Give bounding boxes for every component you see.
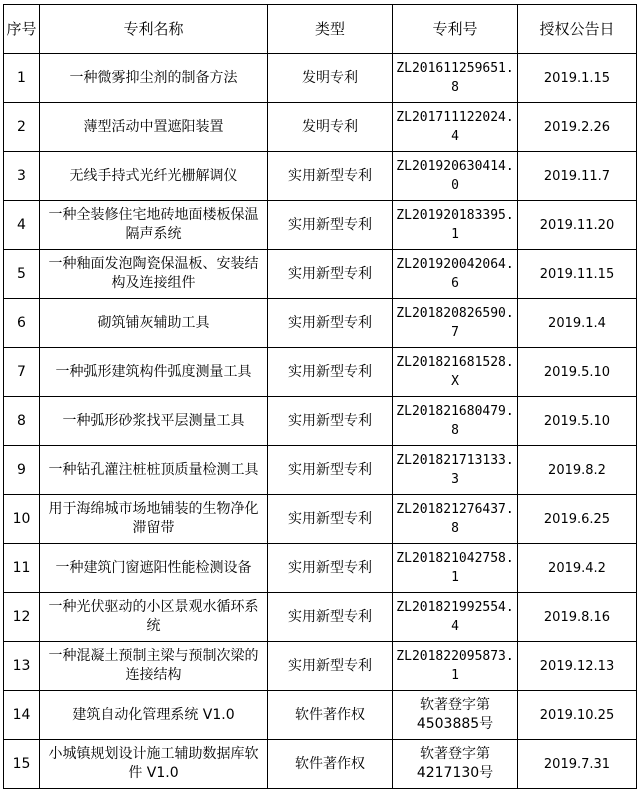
patent-type: 实用新型专利 (288, 265, 372, 282)
patent-name-cell (40, 740, 268, 789)
patent-type: 实用新型专利 (288, 412, 372, 429)
patent-name-cell (40, 54, 268, 103)
patent-number-cell (393, 642, 518, 691)
grant-date: 2019.12.13 (539, 658, 615, 674)
patent-name-cell (40, 250, 268, 299)
grant-date: 2019.6.25 (543, 511, 611, 527)
grant-date: 2019.11.15 (539, 266, 615, 282)
grant-date: 2019.5.10 (543, 413, 611, 429)
row-number: 13 (12, 657, 31, 674)
table-row (4, 250, 637, 299)
patent-type: 实用新型专利 (288, 510, 372, 527)
row-number-cell (4, 103, 40, 152)
header-name: 专利名称 (40, 5, 268, 54)
patent-type-cell (268, 446, 393, 495)
header-type: 类型 (268, 5, 393, 54)
row-number: 4 (17, 216, 26, 233)
table-row (4, 544, 637, 593)
patent-name: 无线手持式光纤光栅解调仪 (69, 167, 238, 184)
patent-name-cell (40, 299, 268, 348)
row-number: 11 (12, 559, 31, 576)
patent-number-cell (393, 152, 518, 201)
grant-date: 2019.7.31 (543, 756, 611, 772)
patent-type: 实用新型专利 (288, 657, 372, 674)
patent-number-cell (393, 299, 518, 348)
patent-number-cell (393, 201, 518, 250)
patent-type: 软件著作权 (295, 706, 365, 723)
table-row (4, 397, 637, 446)
grant-date-cell (518, 642, 637, 691)
patent-type-cell (268, 250, 393, 299)
patent-type: 实用新型专利 (288, 216, 372, 233)
patent-number: ZL201822095873.1 (396, 649, 514, 683)
patent-type-cell (268, 495, 393, 544)
row-number-cell (4, 740, 40, 789)
patent-type: 实用新型专利 (288, 314, 372, 331)
row-number-cell (4, 642, 40, 691)
patent-number-cell (393, 691, 518, 740)
patent-name-cell (40, 691, 268, 740)
patent-type: 实用新型专利 (288, 363, 372, 380)
patent-name-cell (40, 201, 268, 250)
patent-type: 实用新型专利 (288, 559, 372, 576)
patent-number-cell (393, 103, 518, 152)
patent-name: 一种混凝土预制主梁与预制次梁的连接结构 (48, 648, 259, 683)
patent-number-cell (393, 250, 518, 299)
table-row (4, 740, 637, 789)
patent-type-cell (268, 299, 393, 348)
grant-date: 2019.4.2 (548, 560, 606, 576)
header-number: 专利号 (393, 5, 518, 54)
patent-name: 小城镇规划设计施工辅助数据库软件 V1.0 (48, 746, 259, 781)
row-number-cell (4, 495, 40, 544)
row-number: 9 (17, 461, 26, 478)
row-number: 14 (12, 706, 31, 723)
row-number-cell (4, 348, 40, 397)
grant-date-cell (518, 201, 637, 250)
grant-date-cell (518, 299, 637, 348)
row-number: 15 (12, 755, 31, 772)
patent-name-cell (40, 152, 268, 201)
row-number: 12 (12, 608, 31, 625)
patent-type: 发明专利 (302, 69, 358, 86)
patent-name: 一种弧形砂浆找平层测量工具 (62, 412, 245, 429)
patent-type-cell (268, 54, 393, 103)
patent-number-cell (393, 54, 518, 103)
patent-number-cell (393, 348, 518, 397)
patent-number-cell (393, 446, 518, 495)
patent-name: 一种釉面发泡陶瓷保温板、安装结构及连接组件 (48, 256, 259, 291)
patent-name-cell (40, 348, 268, 397)
patent-number: ZL201821042758.1 (396, 551, 514, 585)
patent-number: ZL201920183395.1 (396, 208, 514, 242)
table-row (4, 642, 637, 691)
patent-name: 一种弧形建筑构件弧度测量工具 (55, 363, 252, 380)
patent-number: 软著登字第4217130号 (416, 746, 494, 781)
row-number: 7 (17, 363, 26, 380)
patent-name: 一种全装修住宅地砖地面楼板保温隔声系统 (48, 207, 259, 242)
patent-type-cell (268, 740, 393, 789)
row-number-cell (4, 691, 40, 740)
grant-date-cell (518, 54, 637, 103)
patent-number: ZL201821992554.4 (396, 600, 514, 634)
row-number: 3 (17, 167, 26, 184)
patent-name: 薄型活动中置遮阳装置 (83, 118, 224, 135)
table-row (4, 348, 637, 397)
patent-number: ZL201920042064.6 (396, 257, 514, 291)
grant-date: 2019.10.25 (539, 707, 615, 723)
row-number-cell (4, 397, 40, 446)
table-row (4, 593, 637, 642)
patent-type-cell (268, 348, 393, 397)
row-number: 10 (12, 510, 31, 527)
grant-date-cell (518, 152, 637, 201)
table-body (4, 54, 637, 789)
grant-date: 2019.8.16 (543, 609, 611, 625)
grant-date: 2019.5.10 (543, 364, 611, 380)
patent-number: 软著登字第4503885号 (416, 697, 494, 732)
table-row (4, 299, 637, 348)
row-number: 5 (17, 265, 26, 282)
grant-date: 2019.1.15 (543, 70, 611, 86)
patent-number-cell (393, 740, 518, 789)
row-number-cell (4, 544, 40, 593)
patent-number-cell (393, 397, 518, 446)
grant-date: 2019.2.26 (543, 119, 611, 135)
patent-number: ZL201821681528.X (396, 355, 514, 389)
patent-number: ZL201821276437.8 (396, 502, 514, 536)
row-number-cell (4, 299, 40, 348)
patent-type-cell (268, 544, 393, 593)
patent-type-cell (268, 201, 393, 250)
patent-number: ZL201821713133.3 (396, 453, 514, 487)
patent-number: ZL201711122024.4 (396, 110, 514, 144)
patent-name: 一种光伏驱动的小区景观水循环系统 (48, 599, 259, 634)
row-number: 2 (17, 118, 26, 135)
patent-type: 软件著作权 (295, 755, 365, 772)
patent-name-cell (40, 446, 268, 495)
patent-type: 实用新型专利 (288, 608, 372, 625)
table-row (4, 152, 637, 201)
grant-date-cell (518, 348, 637, 397)
patent-type-cell (268, 642, 393, 691)
patent-table (3, 4, 637, 789)
patent-type-cell (268, 593, 393, 642)
table-row (4, 103, 637, 152)
grant-date-cell (518, 103, 637, 152)
patent-name: 一种建筑门窗遮阳性能检测设备 (55, 559, 252, 576)
patent-name: 砌筑铺灰辅助工具 (97, 314, 210, 331)
grant-date-cell (518, 544, 637, 593)
row-number-cell (4, 152, 40, 201)
row-number: 1 (17, 69, 26, 86)
table-row (4, 446, 637, 495)
patent-number: ZL201920630414.0 (396, 159, 514, 193)
table-row (4, 495, 637, 544)
grant-date: 2019.11.7 (543, 168, 611, 184)
table-row (4, 201, 637, 250)
grant-date: 2019.1.4 (548, 315, 606, 331)
row-number-cell (4, 446, 40, 495)
patent-name: 用于海绵城市场地铺装的生物净化滞留带 (48, 501, 259, 536)
row-number: 8 (17, 412, 26, 429)
patent-name: 一种钻孔灌注桩桩顶质量检测工具 (48, 461, 259, 478)
patent-number: ZL201821680479.8 (396, 404, 514, 438)
patent-name-cell (40, 593, 268, 642)
grant-date-cell (518, 495, 637, 544)
patent-name: 一种微雾抑尘剂的制备方法 (69, 69, 238, 86)
row-number-cell (4, 250, 40, 299)
grant-date: 2019.11.20 (539, 217, 615, 233)
patent-type: 发明专利 (302, 118, 358, 135)
table-row (4, 54, 637, 103)
patent-name-cell (40, 642, 268, 691)
patent-type-cell (268, 397, 393, 446)
grant-date-cell (518, 593, 637, 642)
table-row (4, 691, 637, 740)
row-number-cell (4, 201, 40, 250)
header-row (4, 5, 637, 54)
patent-name-cell (40, 103, 268, 152)
patent-number-cell (393, 593, 518, 642)
patent-name-cell (40, 495, 268, 544)
row-number-cell (4, 54, 40, 103)
patent-number: ZL201611259651.8 (396, 61, 514, 95)
patent-name: 建筑自动化管理系统 V1.0 (72, 706, 235, 723)
grant-date-cell (518, 691, 637, 740)
patent-type: 实用新型专利 (288, 461, 372, 478)
patent-name-cell (40, 397, 268, 446)
patent-number-cell (393, 495, 518, 544)
row-number-cell (4, 593, 40, 642)
patent-type-cell (268, 103, 393, 152)
patent-number-cell (393, 544, 518, 593)
patent-name-cell (40, 544, 268, 593)
patent-number: ZL201820826590.7 (396, 306, 514, 340)
row-number: 6 (17, 314, 26, 331)
patent-type: 实用新型专利 (288, 167, 372, 184)
grant-date: 2019.8.2 (548, 462, 606, 478)
grant-date-cell (518, 397, 637, 446)
header-date: 授权公告日 (518, 5, 637, 54)
grant-date-cell (518, 740, 637, 789)
grant-date-cell (518, 446, 637, 495)
grant-date-cell (518, 250, 637, 299)
header-no: 序号 (4, 5, 40, 54)
patent-type-cell (268, 152, 393, 201)
patent-type-cell (268, 691, 393, 740)
